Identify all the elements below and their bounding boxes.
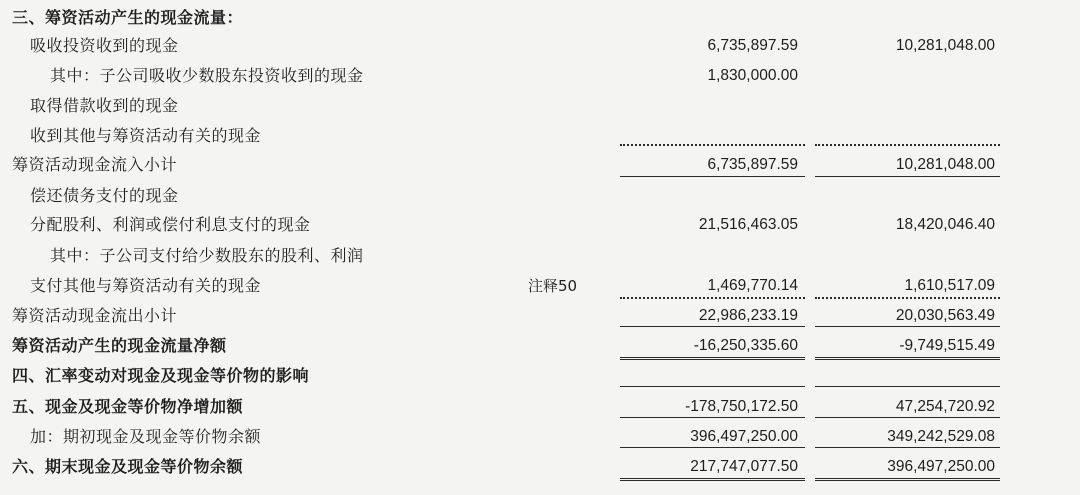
dotted-rule — [620, 144, 805, 146]
total-rule — [815, 417, 1000, 418]
row-note-ref: 注释50 — [528, 277, 578, 295]
statement-row — [0, 61, 1080, 91]
current-period-amount: 1,830,000.00 — [707, 67, 798, 84]
row-label: 分配股利、利润或偿付利息支付的现金 — [30, 215, 311, 234]
current-period-amount: 396,497,250.00 — [690, 428, 798, 445]
row-label: 五、现金及现金等价物净增加额 — [12, 397, 244, 416]
statement-row — [0, 31, 1080, 61]
current-period-amount: 21,516,463.05 — [698, 216, 798, 233]
statement-row — [0, 241, 1080, 271]
prior-period-amount: 396,497,250.00 — [887, 458, 995, 475]
total-rule — [815, 326, 1000, 327]
dotted-rule — [620, 297, 805, 299]
double-rule — [815, 357, 1000, 360]
prior-period-amount: 18,420,046.40 — [895, 216, 995, 233]
statement-row — [0, 3, 1080, 33]
row-label: 取得借款收到的现金 — [30, 96, 179, 115]
statement-row — [0, 181, 1080, 211]
row-label: 筹资活动产生的现金流量净额 — [12, 336, 227, 355]
total-rule — [815, 447, 1000, 448]
row-label: 支付其他与筹资活动有关的现金 — [30, 276, 262, 295]
total-rule — [620, 447, 805, 448]
prior-period-amount: 349,242,529.08 — [887, 428, 995, 445]
prior-period-amount: 10,281,048.00 — [895, 156, 995, 173]
row-label: 三、筹资活动产生的现金流量： — [12, 8, 244, 27]
row-label: 六、期末现金及现金等价物余额 — [12, 457, 244, 476]
prior-period-amount: 10,281,048.00 — [895, 37, 995, 54]
prior-period-amount: 20,030,563.49 — [895, 307, 995, 324]
row-label: 偿还债务支付的现金 — [30, 186, 179, 205]
row-label: 其中：子公司吸收少数股东投资收到的现金 — [50, 66, 364, 85]
dotted-rule — [815, 297, 1000, 299]
current-period-amount: -16,250,335.60 — [693, 337, 798, 354]
total-rule — [620, 417, 805, 418]
row-label: 筹资活动现金流出小计 — [12, 306, 178, 325]
double-rule — [815, 478, 1000, 481]
row-label: 吸收投资收到的现金 — [30, 36, 179, 55]
total-rule — [620, 326, 805, 327]
row-label: 四、汇率变动对现金及现金等价物的影响 — [12, 366, 310, 385]
total-rule — [620, 386, 805, 387]
current-period-amount: 217,747,077.50 — [690, 458, 798, 475]
current-period-amount: 1,469,770.14 — [707, 277, 798, 294]
row-label: 其中：子公司支付给少数股东的股利、利润 — [50, 246, 364, 265]
double-rule — [620, 357, 805, 360]
current-period-amount: 6,735,897.59 — [707, 156, 798, 173]
row-label: 筹资活动现金流入小计 — [12, 155, 178, 174]
total-rule — [815, 176, 1000, 177]
current-period-amount: -178,750,172.50 — [685, 398, 798, 415]
statement-row — [0, 210, 1080, 240]
total-rule — [815, 386, 1000, 387]
row-label: 加：期初现金及现金等价物余额 — [30, 427, 262, 446]
prior-period-amount: 47,254,720.92 — [895, 398, 995, 415]
double-rule — [620, 478, 805, 481]
dotted-rule — [815, 144, 1000, 146]
statement-row — [0, 91, 1080, 121]
total-rule — [620, 176, 805, 177]
current-period-amount: 6,735,897.59 — [707, 37, 798, 54]
statement-row — [0, 121, 1080, 151]
row-label: 收到其他与筹资活动有关的现金 — [30, 126, 262, 145]
current-period-amount: 22,986,233.19 — [698, 307, 798, 324]
prior-period-amount: -9,749,515.49 — [899, 337, 995, 354]
prior-period-amount: 1,610,517.09 — [904, 277, 995, 294]
